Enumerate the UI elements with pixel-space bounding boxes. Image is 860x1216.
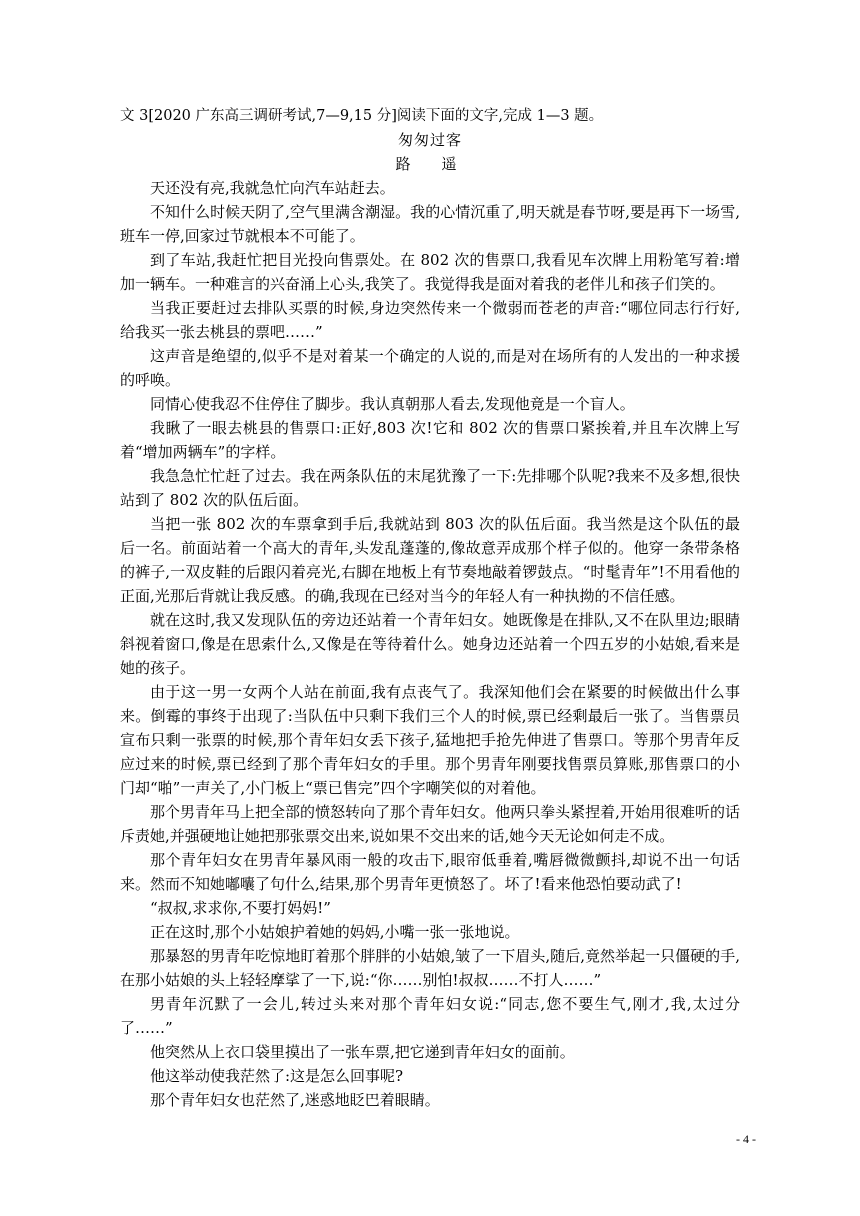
article-author: 路 遥 — [395, 155, 465, 173]
paragraph: “叔叔,求求你,不要打妈妈!” — [150, 899, 331, 917]
page-number: - 4 - — [736, 1132, 756, 1146]
paragraph: 当把一张 802 次的车票拿到手后,我就站到 803 次的队伍后面。我当然是这个队伍的最后一名。前面站着一个高大的青年,头发乱蓬蓬的,像故意弄成那个样子似的。他穿一条带条格的裤子,一双皮鞋的后跟闪着亮光,右脚在地板上有节奏地敲着锣鼓点。“时髦青年”!不用看他的正面,光那后背就让我反感。的确,我现在已经对当今的年轻人有一种执拗的不信任感。 — [120, 515, 740, 605]
paragraph: 他这举动使我茫然了:这是怎么回事呢? — [150, 1067, 404, 1085]
paragraph: 正在这时,那个小姑娘护着她的妈妈,小嘴一张一张地说。 — [150, 923, 520, 941]
paragraph: 由于这一男一女两个人站在前面,我有点丧气了。我深知他们会在紧要的时候做出什么事来。倒霉的事终于出现了:当队伍中只剩下我们三个人的时候,票已经剩最后一张了。当售票员宣布只剩一张票的时候,那个青年妇女丢下孩子,猛地把手抢先伸进了售票口。等那个男青年反应过来的时候,票已经到了那个青年妇女的手里。那个男青年刚要找售票员算账,那售票口的小门却“啪”一声关了,小门板上“票已售完”四个字嘲笑似的对着他。 — [120, 683, 740, 797]
paragraph: 我瞅了一眼去桃县的售票口:正好,803 次!它和 802 次的售票口紧挨着,并且车次牌上写着“增加两辆车”的字样。 — [120, 419, 740, 461]
paragraph: 他突然从上衣口袋里摸出了一张车票,把它递到青年妇女的面前。 — [150, 1043, 575, 1061]
question-header: 文 3[2020 广东高三调研考试,7—9,15 分]阅读下面的文字,完成 1—3 题。 — [120, 108, 604, 124]
paragraph: 同情心使我忍不住停住了脚步。我认真朝那人看去,发现他竟是一个盲人。 — [150, 395, 635, 413]
paragraph: 男青年沉默了一会儿,转过头来对那个青年妇女说:“同志,您不要生气,刚才,我,太过分了……” — [120, 995, 740, 1037]
paragraph: 不知什么时候天阴了,空气里满含潮湿。我的心情沉重了,明天就是春节呀,要是再下一场雪,班车一停,回家过节就根本不可能了。 — [120, 203, 740, 245]
paragraph: 当我正要赶过去排队买票的时候,身边突然传来一个微弱而苍老的声音:“哪位同志行行好,给我买一张去桃县的票吧……” — [120, 299, 740, 341]
paragraph: 那个青年妇女也茫然了,迷惑地眨巴着眼睛。 — [150, 1091, 440, 1109]
paragraph: 天还没有亮,我就急忙向汽车站赶去。 — [150, 179, 395, 197]
paragraph: 到了车站,我赶忙把目光投向售票处。在 802 次的售票口,我看见车次牌上用粉笔写着:增加一辆车。一种难言的兴奋涌上心头,我笑了。我觉得我是面对着我的老伴儿和孩子们笑的。 — [120, 251, 740, 293]
paragraph: 我急急忙忙赶了过去。我在两条队伍的末尾犹豫了一下:先排哪个队呢?我来不及多想,很快站到了 802 次的队伍后面。 — [120, 467, 740, 509]
paragraph: 那个青年妇女在男青年暴风雨一般的攻击下,眼帘低垂着,嘴唇微微颤抖,却说不出一句话来。然而不知她嘟囔了句什么,结果,那个男青年更愤怒了。坏了!看来他恐怕要动武了! — [120, 851, 740, 893]
paragraph: 就在这时,我又发现队伍的旁边还站着一个青年妇女。她既像是在排队,又不在队里边;眼睛斜视着窗口,像是在思索什么,又像是在等待着什么。她身边还站着一个四五岁的小姑娘,看来是她的孩子。 — [120, 611, 740, 677]
paragraph: 那暴怒的男青年吃惊地盯着那个胖胖的小姑娘,皱了一下眉头,随后,竟然举起一只僵硬的手,在那小姑娘的头上轻轻摩挲了一下,说:“你……别怕!叔叔……不打人……” — [120, 947, 740, 989]
paragraph: 这声音是绝望的,似乎不是对着某一个确定的人说的,而是对在场所有的人发出的一种求援的呼唤。 — [120, 347, 740, 389]
paragraph: 那个男青年马上把全部的愤怒转向了那个青年妇女。他两只拳头紧捏着,开始用很难听的话斥责她,并强硬地让她把那张票交出来,说如果不交出来的话,她今天无论如何走不成。 — [120, 803, 740, 845]
article-title: 匆匆过客 — [397, 131, 462, 149]
document-body — [120, 104, 740, 1112]
